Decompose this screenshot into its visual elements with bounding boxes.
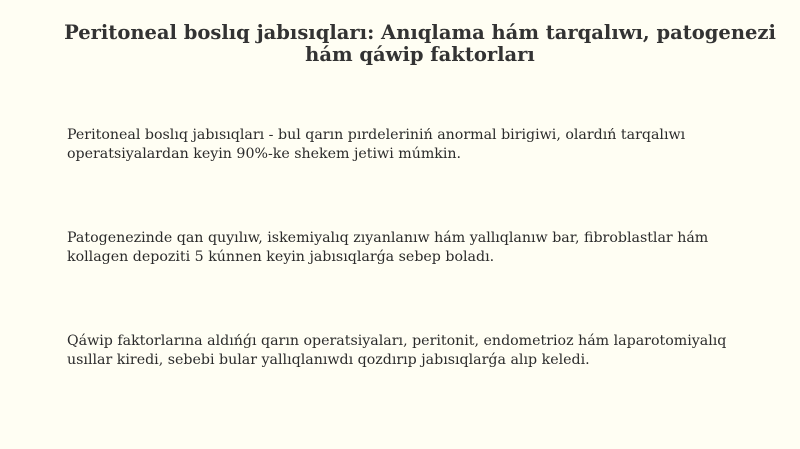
definition-paragraph: Peritoneal boslıq jabısıqları - bul qarın pırdeleriniń anormal birigiwi, olardıń tarqalıwı operatsiyalardan keyin 90%-ke shekem jetiwi múmkin. bbox=[67, 127, 686, 162]
slide-title: Peritoneal boslıq jabısıqları: Anıqlama hám tarqalıwı, patogenezi hám qáwip faktorları bbox=[64, 21, 776, 66]
risk-factors-paragraph: Qáwip faktorlarına aldıńǵı qarın operatsiyaları, peritonit, endometrioz hám laparotomiyalıq usıllar kiredi, sebebi bular yallıqlanıwdı qozdırıp jabısıqlarǵa alıp keledi. bbox=[67, 333, 727, 368]
pathogenesis-paragraph: Patogenezinde qan quyılıw, iskemiyalıq zıyanlanıw hám yallıqlanıw bar, fibroblastlar hám kollagen depoziti 5 kúnnen keyin jabısıqlarǵa sebep boladı. bbox=[67, 230, 709, 265]
